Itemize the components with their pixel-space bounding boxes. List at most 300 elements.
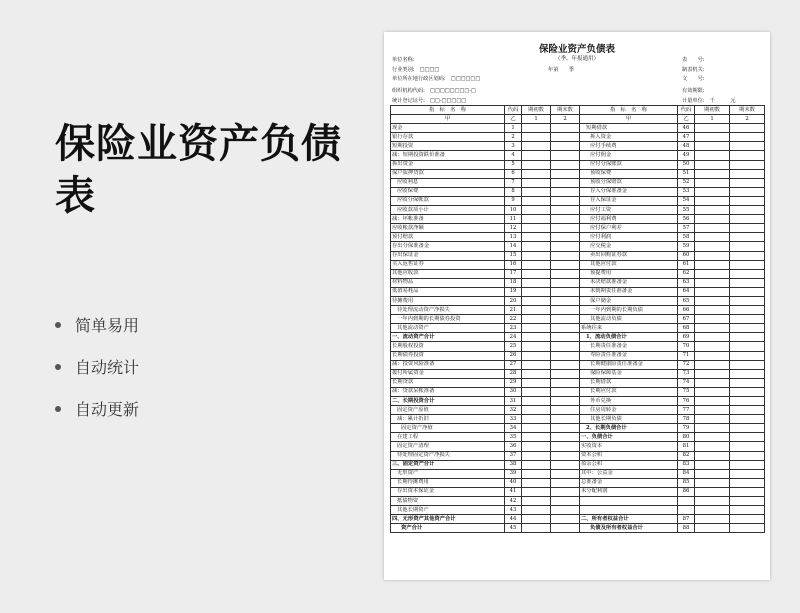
row-right-label: 应付分保账款 [580,160,678,169]
row-right-begin-value [695,406,730,415]
row-right-begin-value [695,378,730,387]
table-row [391,406,765,415]
row-right-code: 62 [678,269,695,278]
table-row [391,142,765,151]
row-left-begin-value [522,342,551,351]
row-left-end-value [551,506,580,515]
row-right-code: 56 [678,215,695,224]
row-left-label: 三、固定资产合计 [391,460,505,469]
row-left-code: 45 [505,524,522,533]
row-right-label: 存入保证金 [580,196,678,205]
row-right-code: 75 [678,387,695,396]
table-row [391,278,765,287]
row-right-code: 49 [678,151,695,160]
table-row [391,260,765,269]
row-right-code: 71 [678,351,695,360]
table-row [391,242,765,251]
row-left-end-value [551,306,580,315]
row-right-label: 负债及所有者权益合计 [580,524,678,533]
row-right-code: 79 [678,424,695,433]
row-left-code: 25 [505,342,522,351]
row-right-label: 应付工资 [580,206,678,215]
table-row [391,415,765,424]
row-right-code: 87 [678,515,695,524]
row-right-begin-value [695,342,730,351]
row-left-code: 35 [505,433,522,442]
table-row [391,215,765,224]
header-begin-right: 期初数 [695,106,730,115]
row-left-label: 固定资产清理 [391,442,505,451]
row-left-code: 11 [505,215,522,224]
row-left-begin-value [522,506,551,515]
table-row [391,160,765,169]
row-left-label: 抵债物资 [391,497,505,506]
table-row [391,451,765,460]
row-left-end-value [551,406,580,415]
table-row [391,433,765,442]
row-left-end-value [551,433,580,442]
bullet-dot-icon [55,364,61,370]
row-right-end-value [730,196,765,205]
row-right-begin-value [695,387,730,396]
row-left-end-value [551,478,580,487]
table-row [391,133,765,142]
row-left-begin-value [522,387,551,396]
row-left-end-value [551,378,580,387]
document-title: 保险业资产负债表 [538,44,615,55]
row-right-begin-value [695,351,730,360]
row-left-end-value [551,124,580,133]
row-left-end-value [551,187,580,196]
row-right-code: 69 [678,333,695,342]
row-right-label: 住房周转金 [580,406,678,415]
row-right-end-value [730,369,765,378]
row-left-begin-value [522,151,551,160]
row-right-end-value [730,142,765,151]
row-right-end-value [730,215,765,224]
row-left-begin-value [522,497,551,506]
table-row [391,269,765,278]
row-left-label: 待处理流动资产净损失 [391,306,505,315]
row-left-end-value [551,524,580,533]
table-row [391,151,765,160]
row-right-code: 84 [678,469,695,478]
header-item-right: 指 标 名 称 [580,106,678,115]
row-left-end-value [551,315,580,324]
row-left-begin-value [522,306,551,315]
row-right-begin-value [695,187,730,196]
row-right-begin-value [695,506,730,515]
row-left-begin-value [522,469,551,478]
table-row [391,515,765,524]
row-right-code: 48 [678,142,695,151]
row-right-begin-value [695,478,730,487]
row-left-code: 13 [505,233,522,242]
row-right-label: 未决赔款准备金 [580,278,678,287]
row-right-begin-value [695,269,730,278]
meta-org-code: 组织机构代码: □□□□□□□□-□ [392,88,476,94]
bullet-dot-icon [55,406,61,412]
row-left-begin-value [522,160,551,169]
row-left-code: 14 [505,242,522,251]
row-right-end-value [730,442,765,451]
row-right-label: 二、所有者权益合计 [580,515,678,524]
row-left-code: 18 [505,278,522,287]
row-left-code: 12 [505,224,522,233]
row-right-begin-value [695,433,730,442]
row-left-begin-value [522,351,551,360]
row-left-end-value [551,196,580,205]
row-right-end-value [730,524,765,533]
row-right-end-value [730,306,765,315]
row-left-code: 21 [505,306,522,315]
row-right-label: 拆入资金 [580,133,678,142]
row-right-end-value [730,296,765,305]
row-right-label: 一年内到期的长期负债 [580,306,678,315]
table-row [391,478,765,487]
row-left-code: 20 [505,296,522,305]
row-right-label: 应付手续费 [580,142,678,151]
row-right-label: 外币兑换 [580,397,678,406]
row-left-label: 存出分保准备金 [391,242,505,251]
row-left-label: 长期待摊费用 [391,478,505,487]
row-right-code: 85 [678,478,695,487]
row-left-code: 22 [505,315,522,324]
row-right-code: 60 [678,251,695,260]
row-left-begin-value [522,178,551,187]
row-right-code: 52 [678,178,695,187]
row-left-label: 应收款项小计 [391,206,505,215]
row-right-code: 77 [678,406,695,415]
table-row [391,442,765,451]
row-left-end-value [551,296,580,305]
row-right-label: 应交税金 [580,242,678,251]
row-right-code: 58 [678,233,695,242]
table-row [391,124,765,133]
row-left-begin-value [522,296,551,305]
table-row [391,187,765,196]
row-left-label: 其他长期资产 [391,506,505,515]
row-right-begin-value [695,360,730,369]
row-right-label: 其他长期负债 [580,415,678,424]
row-left-begin-value [522,133,551,142]
row-right-end-value [730,242,765,251]
meta-form-no: 表 号: [682,57,705,63]
row-left-begin-value [522,460,551,469]
row-right-end-value [730,351,765,360]
row-right-code: 76 [678,397,695,406]
feature-item: 简单易用 [55,312,139,354]
row-left-begin-value [522,233,551,242]
row-right-code: 86 [678,487,695,496]
row-right-code: 61 [678,260,695,269]
row-right-end-value [730,324,765,333]
row-right-code: 72 [678,360,695,369]
row-left-begin-value [522,278,551,287]
row-left-code: 2 [505,133,522,142]
row-right-code: 55 [678,206,695,215]
row-left-begin-value [522,269,551,278]
row-right-label: 寿险责任准备金 [580,351,678,360]
row-left-label: 资产合计 [391,524,505,533]
row-right-end-value [730,133,765,142]
row-left-end-value [551,415,580,424]
row-left-label: 固定资产净值 [391,424,505,433]
row-right-end-value [730,269,765,278]
header-code-left: 代码 [505,106,522,115]
row-right-begin-value [695,133,730,142]
row-left-begin-value [522,524,551,533]
row-right-code: 47 [678,133,695,142]
row-left-begin-value [522,406,551,415]
row-right-begin-value [695,497,730,506]
row-right-label: 未到期责任准备金 [580,287,678,296]
table-row [391,296,765,305]
table-row [391,196,765,205]
row-right-end-value [730,151,765,160]
row-left-label: 四、无形资产其他资产合计 [391,515,505,524]
row-right-end-value [730,424,765,433]
row-right-label: 长期责任准备金 [580,342,678,351]
row-left-label: 无形资产 [391,469,505,478]
row-left-begin-value [522,260,551,269]
row-left-label: 减：贷款呆帐准备 [391,387,505,396]
row-left-label: 长期股权投资 [391,342,505,351]
row-left-end-value [551,369,580,378]
row-left-begin-value [522,451,551,460]
row-right-label [580,497,678,506]
row-left-end-value [551,169,580,178]
table-row [391,397,765,406]
row-left-end-value [551,215,580,224]
row-right-code: 51 [678,169,695,178]
row-right-begin-value [695,124,730,133]
row-right-end-value [730,378,765,387]
row-right-end-value [730,487,765,496]
row-left-end-value [551,469,580,478]
header-end-right: 期末数 [730,106,765,115]
table-row [391,424,765,433]
row-left-code: 41 [505,487,522,496]
row-right-begin-value [695,306,730,315]
page-title: 保险业资产负债表 [55,121,342,219]
table-row [391,497,765,506]
row-left-begin-value [522,478,551,487]
row-left-begin-value [522,360,551,369]
row-left-end-value [551,397,580,406]
table-body [391,124,765,533]
row-right-end-value [730,160,765,169]
row-left-code: 43 [505,506,522,515]
row-right-label: 2、长期负债合计 [580,424,678,433]
row-right-code: 46 [678,124,695,133]
row-right-end-value [730,169,765,178]
header-code-right: 代码 [678,106,695,115]
row-right-end-value [730,333,765,342]
row-right-begin-value [695,215,730,224]
row-left-label: 存出保证金 [391,251,505,260]
row-left-label: 买入返售证券 [391,260,505,269]
row-left-label: 待处理固定资产净损失 [391,451,505,460]
document-subtitle: （季、年报通用） [554,56,599,62]
row-left-label: 减：短期投资跌价准备 [391,151,505,160]
row-left-begin-value [522,515,551,524]
table-row [391,387,765,396]
row-left-label: 固定资产原值 [391,406,505,415]
row-left-end-value [551,224,580,233]
row-left-begin-value [522,369,551,378]
meta-period: 年第 季 [548,67,574,73]
row-right-end-value [730,469,765,478]
meta-unit: 计量单位: 千 元 [682,98,736,104]
header-item-left: 指 标 名 称 [391,106,505,115]
row-right-begin-value [695,397,730,406]
row-right-begin-value [695,524,730,533]
row-right-begin-value [695,178,730,187]
row-left-label: 应收利息 [391,178,505,187]
row-right-end-value [730,406,765,415]
row-right-end-value [730,124,765,133]
row-left-end-value [551,151,580,160]
row-right-begin-value [695,415,730,424]
row-right-begin-value [695,442,730,451]
row-right-end-value [730,178,765,187]
feature-list [55,312,139,438]
table-row [391,378,765,387]
row-right-label: 保险保障基金 [580,369,678,378]
table-row [391,306,765,315]
row-left-code: 27 [505,360,522,369]
row-left-code: 1 [505,124,522,133]
row-right-code: 78 [678,415,695,424]
table-row [391,287,765,296]
row-left-label: 其他流动资产 [391,324,505,333]
row-left-begin-value [522,324,551,333]
meta-authority: 制表机关: [682,67,705,73]
row-right-begin-value [695,369,730,378]
row-left-begin-value [522,251,551,260]
table-row [391,524,765,533]
row-left-code: 6 [505,169,522,178]
bullet-dot-icon [55,322,61,328]
row-left-end-value [551,342,580,351]
row-left-begin-value [522,433,551,442]
row-left-label: 其他应收款 [391,269,505,278]
row-right-label: 1、流动负债合计 [580,333,678,342]
row-right-begin-value [695,469,730,478]
row-right-begin-value [695,224,730,233]
row-right-code: 54 [678,196,695,205]
row-left-begin-value [522,124,551,133]
header-end-left: 期末数 [551,106,580,115]
row-left-code: 34 [505,424,522,433]
row-left-begin-value [522,224,551,233]
row-right-begin-value [695,242,730,251]
table-row [391,360,765,369]
row-right-end-value [730,206,765,215]
row-right-end-value [730,315,765,324]
row-left-label: 保户质押贷款 [391,169,505,178]
row-left-code: 32 [505,406,522,415]
row-left-end-value [551,251,580,260]
row-left-label: 银行存款 [391,133,505,142]
row-right-label: 短期借款 [580,124,678,133]
row-right-begin-value [695,515,730,524]
row-left-code: 39 [505,469,522,478]
row-left-end-value [551,178,580,187]
table-row [391,206,765,215]
row-left-end-value [551,424,580,433]
row-right-end-value [730,460,765,469]
row-left-code: 15 [505,251,522,260]
row-left-end-value [551,351,580,360]
row-right-end-value [730,478,765,487]
row-left-begin-value [522,169,551,178]
row-left-begin-value [522,287,551,296]
row-right-label: 长期借款 [580,378,678,387]
row-right-code: 74 [678,378,695,387]
meta-registration: 统计登记证号: □□-□□□□□ [392,98,467,104]
row-left-end-value [551,278,580,287]
row-left-begin-value [522,333,551,342]
row-right-code: 82 [678,451,695,460]
meta-region-code: 单位所在地行政区划码: □□□□□□ [392,76,481,82]
row-left-code: 40 [505,478,522,487]
row-right-label: 预提费用 [580,269,678,278]
row-left-label: 短期投资 [391,142,505,151]
row-right-code [678,497,695,506]
row-left-label: 减：投资风险准备 [391,360,505,369]
row-left-code: 19 [505,287,522,296]
header-begin-left: 期初数 [522,106,551,115]
row-right-end-value [730,278,765,287]
row-left-code: 10 [505,206,522,215]
row-right-end-value [730,342,765,351]
row-right-label: 其中：公益金 [580,469,678,478]
row-left-end-value [551,515,580,524]
table-row [391,233,765,242]
row-left-end-value [551,497,580,506]
row-left-begin-value [522,487,551,496]
row-right-end-value [730,233,765,242]
row-right-label: 应付福利费 [580,215,678,224]
table-subheader-row: 甲 乙 1 2 甲 乙 1 2 [391,115,765,124]
row-right-label: 卖出回购证券款 [580,251,678,260]
row-right-begin-value [695,424,730,433]
row-left-label: 应收保费 [391,187,505,196]
row-right-code: 81 [678,442,695,451]
row-left-end-value [551,487,580,496]
row-left-code: 7 [505,178,522,187]
row-right-begin-value [695,160,730,169]
row-left-code: 26 [505,351,522,360]
row-left-code: 17 [505,269,522,278]
row-left-code: 36 [505,442,522,451]
row-right-label: 其他流动负债 [580,315,678,324]
row-right-label: 总准备金 [580,478,678,487]
table-row [391,224,765,233]
row-left-code: 4 [505,151,522,160]
row-right-label: 资本公积 [580,451,678,460]
row-right-begin-value [695,142,730,151]
row-left-label: 拨付所属资金 [391,369,505,378]
row-right-code: 88 [678,524,695,533]
row-left-label: 减：坏帐准备 [391,215,505,224]
row-right-code: 66 [678,306,695,315]
row-right-code: 67 [678,315,695,324]
row-left-label: 一年内到期的长期债券投资 [391,315,505,324]
row-left-end-value [551,442,580,451]
